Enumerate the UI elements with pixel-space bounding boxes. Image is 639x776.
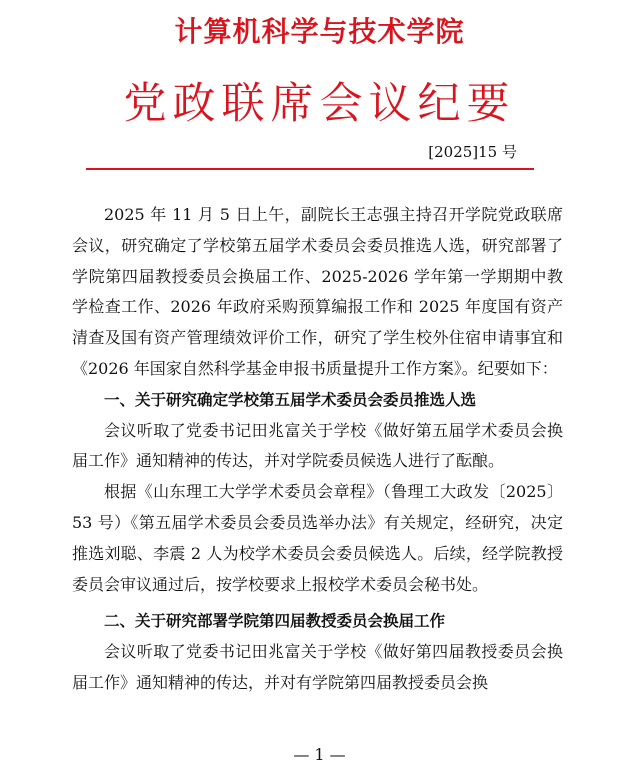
college-name: 计算机科学与技术学院	[174, 15, 465, 48]
section-1-paragraph-2: 根据《山东理工大学学术委员会章程》（鲁理工大政发〔2025〕53 号）《第五届学术委员会委员选举办法》有关规定，经研究，决定推选刘聪、李震 2 人为校学术委员会委员候选人。后续，经学院教授委员会审议通过后，按学校要求上报校学术委员会秘书处。	[72, 482, 563, 594]
section-1-paragraph-1: 会议听取了党委书记田兆富关于学校《做好第五届学术委员会换届工作》通知精神的传达，并对学院委员候选人进行了酝酿。	[72, 420, 563, 471]
section-2-paragraph-1: 会议听取了党委书记田兆富关于学校《做好第四届教授委员会换届工作》通知精神的传达，并对有学院第四届教授委员会换	[72, 642, 563, 692]
document-body	[72, 200, 563, 699]
document-title: 党政联席会议纪要	[123, 79, 516, 129]
red-divider-line	[86, 168, 534, 170]
section-1-heading: 一、关于研究确定学校第五届学术委员会委员推选人选	[104, 390, 477, 409]
intro-paragraph: 2025 年 11 月 5 日上午，副院长王志强主持召开学院党政联席会议，研究确定了学校第五届学术委员会委员推选人选，研究部署了学院第四届教授委员会换届工作、2025-2026 学年第一学期期中教学检查工作、2026 年政府采购预算编报工作和 2025 年度国有资产清查及国有资产管理绩效评价工作，研究了学生校外住宿申请事宜和《2026 年国家自然科学基金申报书质量提升工作方案》。纪要如下：	[72, 205, 563, 378]
page-number: — 1 —	[293, 745, 346, 764]
document-number: [2025]15 号	[428, 143, 517, 161]
section-2-heading: 二、关于研究部署学院第四届教授委员会换届工作	[104, 612, 446, 631]
